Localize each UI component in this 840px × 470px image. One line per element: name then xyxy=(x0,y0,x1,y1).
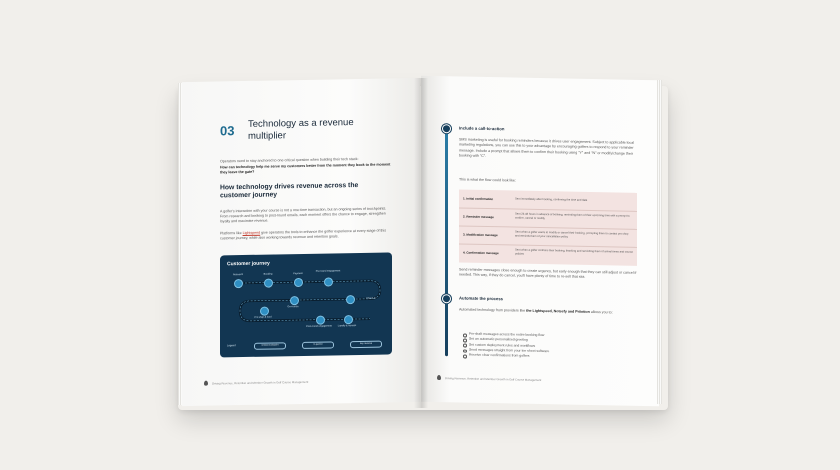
flow-description: Sent 24-48 hours in advance of booking, reminding them of their upcoming time with a prompt to confirm, cancel or modify xyxy=(515,212,630,220)
right-page xyxy=(421,76,659,407)
provider-names: the Lightspeed, Noteefy and Priiotion xyxy=(526,308,590,314)
customer-journey-diagram xyxy=(220,252,392,357)
flow-step: 3. Modification message xyxy=(463,232,498,238)
intro-text: Operators need to stay anchored to one critical question when building their tech stack: xyxy=(220,156,359,164)
timeline-dot xyxy=(442,124,451,133)
list-item: Send messages straight from your tee sheet software xyxy=(463,347,638,356)
flow-step: 4. Confirmation message xyxy=(463,250,499,256)
page-footer: Driving Revenue, Retention and Member Growth in Golf Course Management xyxy=(212,379,309,386)
brand-drop-icon xyxy=(437,375,441,380)
list-item: Pre-draft messages across the entire booking flow xyxy=(463,332,638,341)
paragraph: This is what the flow could look like: xyxy=(459,177,516,183)
section-heading: Automate the process xyxy=(459,295,503,302)
paragraph: SMS marketing is useful for booking reminders because it drives user engagement. Subject to applicable local marketing regulations, you can use this to your advantage by encouraging golfers to respond to your reminder message. Include a prompt that allows them to confirm their booking using "Y" and "N" or modify/change their booking with "C". xyxy=(459,137,634,158)
paragraph: A golfer's interaction with your course is not a one-time transaction, but an ongoing series of touchpoints. From research and booking to post-round emails, each moment offers the chance to engage, strengthen loyalty and maximise revenue. xyxy=(220,206,387,224)
paragraph-text: Platforms like xyxy=(220,231,243,236)
left-page xyxy=(182,78,420,406)
intro-paragraph xyxy=(220,156,395,176)
journey-node-label: Booking xyxy=(263,272,273,276)
journey-node-label: Research xyxy=(232,273,244,277)
timeline-dot xyxy=(442,294,451,303)
flow-step: 2. Reminder message xyxy=(463,214,494,220)
paragraph-text: allows you to: xyxy=(589,309,613,315)
journey-node-label: Loyalty & repeats xyxy=(337,324,357,328)
intro-question: How can technology help me serve my customers better from the moment they book to the moment they leave the gate? xyxy=(220,162,391,175)
list-item: Receive clear confirmations from golfers xyxy=(463,353,638,362)
section-title: How technology drives revenue across the customer journey xyxy=(220,182,359,200)
brand-drop-icon xyxy=(204,381,208,386)
journey-title: Customer journey xyxy=(227,260,270,268)
right-page-edges xyxy=(657,80,662,404)
flow-description: Sent when a golfer wants to modify or cancel their booking, prompting them to contact pro shop and reminds them of your cancellation policy xyxy=(515,230,629,239)
chapter-number: 03 xyxy=(220,123,235,139)
flow-description: Sent immediately after booking, confirming the time and date xyxy=(515,197,588,202)
page-footer: Driving Revenue, Retention and Member Growth in Golf Course Management xyxy=(445,376,542,383)
list-item: Set an automatic personalised greeting xyxy=(463,337,638,346)
legend-item: In-person xyxy=(302,341,334,349)
lightspeed-link[interactable]: Lightspeed xyxy=(242,230,261,236)
legend-label: Legend xyxy=(227,344,236,348)
legend-item: Key revenue xyxy=(350,341,382,349)
book-spine-shadow xyxy=(414,78,428,408)
paragraph xyxy=(220,228,392,241)
journey-node-label: On-course xyxy=(287,305,299,309)
journey-node-label: Pre-round engagement xyxy=(315,269,341,273)
feature-list xyxy=(463,332,638,362)
journey-node-label: Post-round engagement xyxy=(306,324,332,328)
flow-row xyxy=(459,243,637,264)
paragraph-text: Automated technology from providers like xyxy=(459,307,527,313)
flow-step: 1. Initial confirmation xyxy=(463,196,494,202)
flow-description: Sent when a golfer confirms their booking, thanking and reminding them of arrival times and course policies xyxy=(515,248,633,256)
list-item: Set custom deployment rules and workflows xyxy=(463,342,638,351)
journey-node-label: Payment xyxy=(293,271,303,276)
flow-table xyxy=(459,189,637,265)
paragraph: Send reminder messages close enough to create urgency, but early enough that they can still adjust or cancel if needed. This way, if they do cancel, you'll have plenty of time to re-sell that slot. xyxy=(459,267,637,280)
journey-node-label: Check-in xyxy=(366,296,376,300)
journey-node-label: Pro shop & food xyxy=(254,315,272,319)
paragraph xyxy=(459,307,639,316)
chapter-title: Technology as a revenue multiplier xyxy=(248,117,354,142)
paragraph-text: give operators the tools to enhance the golfer experience at every stage of this customer journey, while also working towards revenue and retention goals. xyxy=(220,228,387,241)
legend-item: Online touchpoint xyxy=(254,342,286,350)
section-heading: Include a call-to-action xyxy=(459,125,505,132)
timeline-bar xyxy=(445,126,448,356)
